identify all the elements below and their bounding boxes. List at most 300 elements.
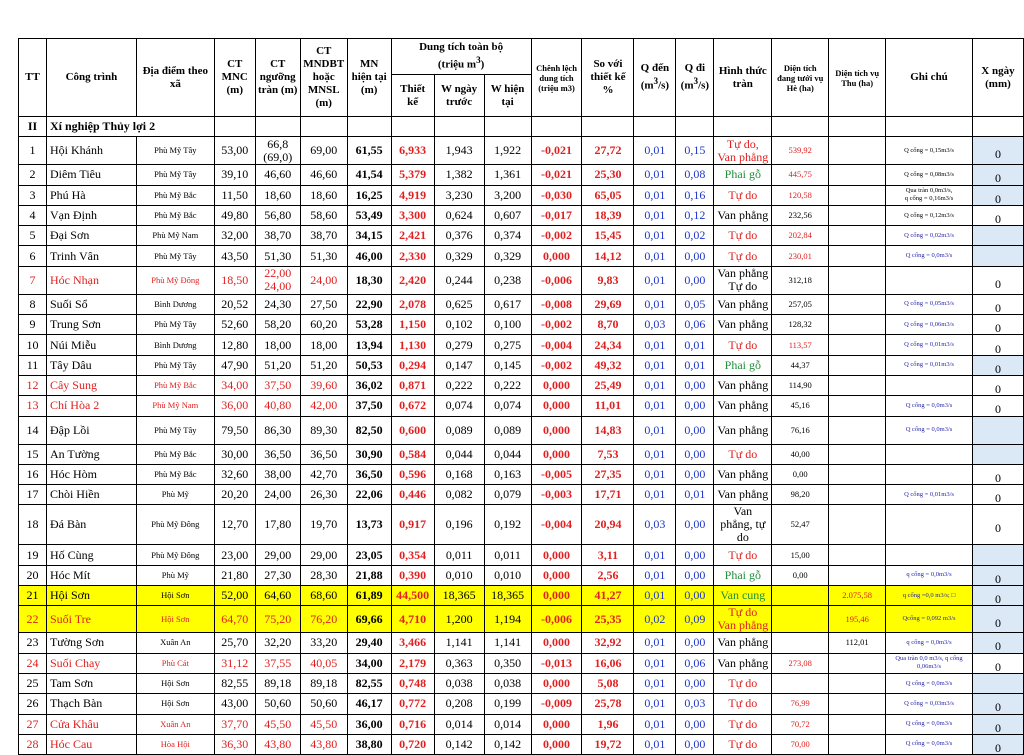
cell-ct-nguong-tran: 18,00 xyxy=(255,335,300,355)
cell-ct-mnc: 12,70 xyxy=(214,505,255,545)
cell-ct-nguong-tran: 51,20 xyxy=(255,355,300,375)
header-dung-tich-sup: 3 xyxy=(476,55,481,66)
cell-mn-hien-tai: 37,50 xyxy=(347,396,391,416)
cell-dien-tich-thu xyxy=(829,246,886,266)
cell-so-voi: 1,96 xyxy=(582,714,634,734)
section-tt: II xyxy=(19,117,47,137)
cell-ghi-chu: Q cống = 0,02m3/s xyxy=(886,226,973,246)
cell-dien-tich-thu xyxy=(829,464,886,484)
cell-dien-tich-thu xyxy=(829,714,886,734)
cell-thiet-ke: 0,672 xyxy=(391,396,434,416)
cell-name: Diêm Tiêu xyxy=(46,165,136,185)
cell-ct-mnc: 31,12 xyxy=(214,653,255,673)
cell-tt: 18 xyxy=(19,505,47,545)
cell-ct-mndbt: 51,30 xyxy=(300,246,347,266)
cell-x-ngay xyxy=(972,653,1023,673)
header-x-ngay: X ngày (mm) xyxy=(972,39,1023,117)
cell-hinh-thuc-tran: Phai gỗ xyxy=(714,565,772,585)
cell-ghi-chu: Q cống = 0,08m3/s xyxy=(886,165,973,185)
cell-mn-hien-tai: 23,05 xyxy=(347,545,391,565)
cell-so-voi: 7,53 xyxy=(582,444,634,464)
cell-ghi-chu: Q cống = 0,01m3/s xyxy=(886,355,973,375)
cell-tt: 16 xyxy=(19,464,47,484)
cell-ct-mnc: 52,00 xyxy=(214,586,255,606)
header-dien-tich-thu: Diện tích vụ Thu (ha) xyxy=(829,39,886,117)
cell-w-ngay-truoc: 0,142 xyxy=(434,734,484,754)
cell-w-hien-tai: 0,238 xyxy=(484,266,531,294)
cell-ct-mndbt: 42,70 xyxy=(300,464,347,484)
cell-dien-tich-he: 98,20 xyxy=(772,485,829,505)
cell-ct-mndbt: 40,05 xyxy=(300,653,347,673)
reservoir-table xyxy=(18,38,1024,755)
cell-chenh-lech: 0,000 xyxy=(531,375,582,395)
cell-chenh-lech: 0,000 xyxy=(531,673,582,693)
cell-mn-hien-tai: 13,73 xyxy=(347,505,391,545)
cell-w-hien-tai: 0,145 xyxy=(484,355,531,375)
table-row xyxy=(19,335,1024,355)
cell-q-di: 0,01 xyxy=(676,485,714,505)
cell-ghi-chu: Q cống = 0,05m3/s xyxy=(886,294,973,314)
cell-dien-tich-he: 202,84 xyxy=(772,226,829,246)
cell-location: Phù Mỹ xyxy=(136,485,214,505)
cell-w-hien-tai: 0,010 xyxy=(484,565,531,585)
x-ngay-value: 0 xyxy=(994,402,1001,417)
cell-thiet-ke: 0,354 xyxy=(391,545,434,565)
cell-tt: 5 xyxy=(19,226,47,246)
cell-dien-tich-thu xyxy=(829,694,886,714)
x-ngay-value: 0 xyxy=(994,382,1001,396)
cell-location: Phù Mỹ Tây xyxy=(136,165,214,185)
cell-dien-tich-he xyxy=(772,633,829,653)
empty-cell xyxy=(772,117,829,137)
cell-so-voi: 14,12 xyxy=(582,246,634,266)
table-row xyxy=(19,355,1024,375)
cell-w-hien-tai: 3,200 xyxy=(484,185,531,205)
cell-mn-hien-tai: 34,15 xyxy=(347,226,391,246)
cell-chenh-lech: 0,000 xyxy=(531,416,582,444)
cell-x-ngay xyxy=(972,315,1023,335)
header-w-hien-tai: W hiện tại xyxy=(484,75,531,117)
cell-q-den: 0,01 xyxy=(634,673,676,693)
cell-hinh-thuc-tran: Tự do xyxy=(714,673,772,693)
cell-dien-tich-thu xyxy=(829,734,886,754)
table-row xyxy=(19,137,1024,165)
cell-dien-tich-thu xyxy=(829,355,886,375)
x-ngay-value: 0 xyxy=(994,491,1001,505)
cell-tt: 13 xyxy=(19,396,47,416)
cell-dien-tich-thu xyxy=(829,416,886,444)
cell-location: Phù Mỹ Tây xyxy=(136,246,214,266)
cell-dien-tich-he: 70,72 xyxy=(772,714,829,734)
cell-ct-mndbt: 46,60 xyxy=(300,165,347,185)
cell-hinh-thuc-tran: Phai gỗ xyxy=(714,165,772,185)
cell-tt: 12 xyxy=(19,375,47,395)
cell-so-voi: 29,69 xyxy=(582,294,634,314)
cell-w-ngay-truoc: 1,200 xyxy=(434,606,484,633)
cell-mn-hien-tai: 82,55 xyxy=(347,673,391,693)
cell-w-hien-tai: 0,089 xyxy=(484,416,531,444)
cell-ghi-chu xyxy=(886,545,973,565)
cell-tt: 25 xyxy=(19,673,47,693)
cell-q-den: 0,01 xyxy=(634,565,676,585)
cell-tt: 3 xyxy=(19,185,47,205)
cell-dien-tich-he: 257,05 xyxy=(772,294,829,314)
cell-so-voi: 8,70 xyxy=(582,315,634,335)
cell-x-ngay xyxy=(972,565,1023,585)
cell-so-voi: 27,72 xyxy=(582,137,634,165)
cell-thiet-ke: 0,871 xyxy=(391,375,434,395)
cell-w-hien-tai: 1,141 xyxy=(484,633,531,653)
cell-location: Hội Sơn xyxy=(136,694,214,714)
cell-chenh-lech: 0,000 xyxy=(531,444,582,464)
empty-cell xyxy=(214,117,255,137)
cell-dien-tich-thu xyxy=(829,375,886,395)
header-so-voi: So với thiết kế % xyxy=(582,39,634,117)
cell-hinh-thuc-tran: Van phẳng xyxy=(714,205,772,225)
cell-thiet-ke: 2,421 xyxy=(391,226,434,246)
cell-x-ngay xyxy=(972,633,1023,653)
cell-chenh-lech: -0,002 xyxy=(531,226,582,246)
table-row xyxy=(19,565,1024,585)
header-ct-mndbt: CT MNDBT hoặc MNSL (m) xyxy=(300,39,347,117)
cell-so-voi: 18,39 xyxy=(582,205,634,225)
cell-x-ngay xyxy=(972,464,1023,484)
cell-ct-mndbt: 68,60 xyxy=(300,586,347,606)
cell-hinh-thuc-tran: Tự do xyxy=(714,185,772,205)
header-dia-diem: Địa điểm theo xã xyxy=(136,39,214,117)
cell-ct-nguong-tran: 37,50 xyxy=(255,375,300,395)
cell-name: Hội Khánh xyxy=(46,137,136,165)
cell-ct-nguong-tran: 64,60 xyxy=(255,586,300,606)
cell-thiet-ke: 0,600 xyxy=(391,416,434,444)
cell-w-hien-tai: 0,011 xyxy=(484,545,531,565)
cell-ct-mnc: 11,50 xyxy=(214,185,255,205)
cell-ct-nguong-tran: 66,8 (69,0) xyxy=(255,137,300,165)
cell-thiet-ke: 4,710 xyxy=(391,606,434,633)
x-ngay-value: 0 xyxy=(994,212,1001,226)
cell-ct-nguong-tran: 24,00 xyxy=(255,485,300,505)
cell-hinh-thuc-tran: Tự do xyxy=(714,734,772,754)
header-ct-mnc: CT MNC (m) xyxy=(214,39,255,117)
cell-name: Suối Sổ xyxy=(46,294,136,314)
cell-so-voi: 19,72 xyxy=(582,734,634,754)
cell-dien-tich-he: 15,00 xyxy=(772,545,829,565)
header-cong-trinh: Công trình xyxy=(46,39,136,117)
cell-q-di: 0,06 xyxy=(676,653,714,673)
cell-name: Suối Chay xyxy=(46,653,136,673)
cell-ct-mnc: 79,50 xyxy=(214,416,255,444)
empty-cell xyxy=(714,117,772,137)
cell-name: Hố Cùng xyxy=(46,545,136,565)
cell-hinh-thuc-tran: Tự do xyxy=(714,335,772,355)
cell-ct-nguong-tran: 38,70 xyxy=(255,226,300,246)
table-row xyxy=(19,294,1024,314)
cell-q-den: 0,01 xyxy=(634,694,676,714)
cell-w-hien-tai: 1,922 xyxy=(484,137,531,165)
cell-ct-nguong-tran: 27,30 xyxy=(255,565,300,585)
cell-q-den: 0,03 xyxy=(634,315,676,335)
cell-tt: 6 xyxy=(19,246,47,266)
cell-tt: 17 xyxy=(19,485,47,505)
x-ngay-value: 0 xyxy=(994,615,1001,630)
cell-q-den: 0,01 xyxy=(634,653,676,673)
table-row xyxy=(19,165,1024,185)
cell-ghi-chu: Q cống = 0,0m3/s xyxy=(886,714,973,734)
cell-location: Phù Mỹ Nam xyxy=(136,396,214,416)
cell-q-di: 0,00 xyxy=(676,673,714,693)
cell-q-di: 0,00 xyxy=(676,464,714,484)
cell-q-den: 0,01 xyxy=(634,545,676,565)
x-ngay-value: 0 xyxy=(994,276,1001,291)
cell-location: Xuân An xyxy=(136,633,214,653)
cell-w-ngay-truoc: 0,102 xyxy=(434,315,484,335)
cell-x-ngay xyxy=(972,694,1023,714)
cell-dien-tich-thu xyxy=(829,185,886,205)
cell-name: Hội Sơn xyxy=(46,586,136,606)
cell-tt: 7 xyxy=(19,266,47,294)
cell-so-voi: 3,11 xyxy=(582,545,634,565)
table-row xyxy=(19,653,1024,673)
cell-location: Phù Mỹ Bắc xyxy=(136,375,214,395)
cell-ct-mndbt: 76,20 xyxy=(300,606,347,633)
cell-dien-tich-he: 232,56 xyxy=(772,205,829,225)
cell-ct-mndbt: 89,18 xyxy=(300,673,347,693)
cell-dien-tich-he: 113,57 xyxy=(772,335,829,355)
cell-x-ngay xyxy=(972,396,1023,416)
header-thiet-ke: Thiết kế xyxy=(391,75,434,117)
empty-cell xyxy=(829,117,886,137)
cell-w-hien-tai: 18,365 xyxy=(484,586,531,606)
cell-thiet-ke: 1,130 xyxy=(391,335,434,355)
cell-thiet-ke: 1,150 xyxy=(391,315,434,335)
x-ngay-value: 0 xyxy=(994,659,1001,674)
cell-tt: 27 xyxy=(19,714,47,734)
cell-name: Đại Sơn xyxy=(46,226,136,246)
cell-w-ngay-truoc: 0,014 xyxy=(434,714,484,734)
header-q-di-close: /s) xyxy=(698,79,710,92)
cell-x-ngay xyxy=(972,734,1023,754)
cell-ct-mndbt: 19,70 xyxy=(300,505,347,545)
cell-ct-nguong-tran: 86,30 xyxy=(255,416,300,444)
empty-cell xyxy=(391,117,434,137)
cell-q-den: 0,01 xyxy=(634,375,676,395)
cell-tt: 22 xyxy=(19,606,47,633)
cell-x-ngay xyxy=(972,185,1023,205)
cell-tt: 14 xyxy=(19,416,47,444)
cell-x-ngay xyxy=(972,246,1023,266)
cell-location: Phù Mỹ Bắc xyxy=(136,444,214,464)
cell-w-hien-tai: 1,361 xyxy=(484,165,531,185)
cell-q-di: 0,03 xyxy=(676,694,714,714)
cell-w-ngay-truoc: 0,244 xyxy=(434,266,484,294)
cell-name: Cửa Khâu xyxy=(46,714,136,734)
cell-ghi-chu: Q cống = 0,0m3/s xyxy=(886,673,973,693)
cell-location: Phù Mỹ Đông xyxy=(136,266,214,294)
cell-ghi-chu: Q cống = 0,0m3/s xyxy=(886,246,973,266)
table-row xyxy=(19,545,1024,565)
cell-x-ngay xyxy=(972,205,1023,225)
cell-ct-mndbt: 18,00 xyxy=(300,335,347,355)
cell-tt: 19 xyxy=(19,545,47,565)
cell-w-ngay-truoc: 0,376 xyxy=(434,226,484,246)
cell-so-voi: 16,06 xyxy=(582,653,634,673)
cell-ct-mnc: 64,70 xyxy=(214,606,255,633)
cell-w-ngay-truoc: 1,141 xyxy=(434,633,484,653)
cell-x-ngay xyxy=(972,266,1023,294)
cell-tt: 21 xyxy=(19,586,47,606)
cell-chenh-lech: 0,000 xyxy=(531,545,582,565)
cell-w-hien-tai: 0,038 xyxy=(484,673,531,693)
cell-name: Thạch Bàn xyxy=(46,694,136,714)
cell-location: Bình Dương xyxy=(136,335,214,355)
header-chenh-lech: Chênh lệch dung tích (triệu m3) xyxy=(531,39,582,117)
cell-dien-tich-he xyxy=(772,586,829,606)
header-tt: TT xyxy=(19,39,47,117)
cell-dien-tich-he: 76,16 xyxy=(772,416,829,444)
cell-ct-mnc: 49,80 xyxy=(214,205,255,225)
cell-so-voi: 14,83 xyxy=(582,416,634,444)
cell-ct-mnc: 82,55 xyxy=(214,673,255,693)
cell-name: Chòi Hiền xyxy=(46,485,136,505)
x-ngay-value: 0 xyxy=(994,171,1001,186)
cell-q-den: 0,03 xyxy=(634,505,676,545)
cell-q-di: 0,01 xyxy=(676,355,714,375)
cell-ct-nguong-tran: 51,30 xyxy=(255,246,300,266)
cell-tt: 23 xyxy=(19,633,47,653)
cell-chenh-lech: -0,021 xyxy=(531,137,582,165)
cell-q-di: 0,00 xyxy=(676,266,714,294)
cell-w-hien-tai: 1,194 xyxy=(484,606,531,633)
cell-ct-mnc: 32,60 xyxy=(214,464,255,484)
cell-x-ngay xyxy=(972,505,1023,545)
cell-hinh-thuc-tran: Van phẳng xyxy=(714,396,772,416)
cell-chenh-lech: 0,000 xyxy=(531,714,582,734)
cell-ct-mndbt: 39,60 xyxy=(300,375,347,395)
x-ngay-value: 0 xyxy=(994,571,1001,586)
cell-location: Hội Sơn xyxy=(136,606,214,633)
cell-thiet-ke: 0,748 xyxy=(391,673,434,693)
cell-location: Hội Sơn xyxy=(136,586,214,606)
cell-dien-tich-he: 114,90 xyxy=(772,375,829,395)
table-row xyxy=(19,606,1024,633)
cell-dien-tich-he: 40,00 xyxy=(772,444,829,464)
table-row xyxy=(19,266,1024,294)
cell-ct-mndbt: 29,00 xyxy=(300,545,347,565)
cell-hinh-thuc-tran: Van phẳng xyxy=(714,485,772,505)
cell-dien-tich-thu: 195,46 xyxy=(829,606,886,633)
cell-ghi-chu: Q cống = 0,12m3/s xyxy=(886,205,973,225)
cell-ghi-chu: Q cống = 0,15m3/s xyxy=(886,137,973,165)
cell-thiet-ke: 5,379 xyxy=(391,165,434,185)
cell-tt: 28 xyxy=(19,734,47,754)
cell-ct-nguong-tran: 29,00 xyxy=(255,545,300,565)
cell-ghi-chu: Q cống = 0,06m3/s xyxy=(886,315,973,335)
table-row xyxy=(19,246,1024,266)
cell-name: Trinh Vân xyxy=(46,246,136,266)
cell-mn-hien-tai: 29,40 xyxy=(347,633,391,653)
cell-w-hien-tai: 0,607 xyxy=(484,205,531,225)
cell-w-hien-tai: 0,329 xyxy=(484,246,531,266)
cell-q-di: 0,02 xyxy=(676,226,714,246)
cell-w-ngay-truoc: 0,222 xyxy=(434,375,484,395)
cell-thiet-ke: 2,078 xyxy=(391,294,434,314)
cell-ct-mnc: 18,50 xyxy=(214,266,255,294)
cell-so-voi: 17,71 xyxy=(582,485,634,505)
cell-so-voi: 5,08 xyxy=(582,673,634,693)
cell-chenh-lech: 0,000 xyxy=(531,633,582,653)
cell-ct-mnc: 23,00 xyxy=(214,545,255,565)
cell-ct-nguong-tran: 43,80 xyxy=(255,734,300,754)
cell-q-den: 0,01 xyxy=(634,205,676,225)
cell-ghi-chu xyxy=(886,464,973,484)
cell-x-ngay xyxy=(972,375,1023,395)
cell-ct-mndbt: 60,20 xyxy=(300,315,347,335)
cell-w-ngay-truoc: 0,363 xyxy=(434,653,484,673)
cell-ct-mnc: 36,00 xyxy=(214,396,255,416)
empty-cell xyxy=(300,117,347,137)
cell-ct-nguong-tran: 36,50 xyxy=(255,444,300,464)
cell-ct-nguong-tran: 89,18 xyxy=(255,673,300,693)
cell-chenh-lech: -0,009 xyxy=(531,694,582,714)
cell-thiet-ke: 2,420 xyxy=(391,266,434,294)
cell-ct-nguong-tran: 32,20 xyxy=(255,633,300,653)
cell-w-hien-tai: 0,350 xyxy=(484,653,531,673)
cell-x-ngay xyxy=(972,416,1023,444)
cell-ct-mndbt: 28,30 xyxy=(300,565,347,585)
cell-name: Hóc Cau xyxy=(46,734,136,754)
cell-dien-tich-thu xyxy=(829,294,886,314)
cell-ct-mnc: 34,00 xyxy=(214,375,255,395)
cell-hinh-thuc-tran: Van phẳng xyxy=(714,375,772,395)
table-row xyxy=(19,485,1024,505)
cell-dien-tich-thu xyxy=(829,653,886,673)
cell-location: Phù Cát xyxy=(136,653,214,673)
cell-ct-mndbt: 38,70 xyxy=(300,226,347,246)
cell-ct-mndbt: 36,50 xyxy=(300,444,347,464)
cell-ghi-chu xyxy=(886,266,973,294)
cell-dien-tich-he xyxy=(772,606,829,633)
cell-hinh-thuc-tran: Van phẳng, tự do xyxy=(714,505,772,545)
cell-ct-mndbt: 24,00 xyxy=(300,266,347,294)
cell-thiet-ke: 6,933 xyxy=(391,137,434,165)
cell-mn-hien-tai: 36,50 xyxy=(347,464,391,484)
cell-w-ngay-truoc: 0,074 xyxy=(434,396,484,416)
cell-w-ngay-truoc: 0,624 xyxy=(434,205,484,225)
cell-dien-tich-he: 0,00 xyxy=(772,565,829,585)
cell-tt: 20 xyxy=(19,565,47,585)
cell-ghi-chu: q cống = 0,0m3/s xyxy=(886,633,973,653)
cell-ct-nguong-tran: 38,00 xyxy=(255,464,300,484)
cell-q-di: 0,00 xyxy=(676,586,714,606)
cell-location: Phù Mỹ Nam xyxy=(136,226,214,246)
cell-ct-nguong-tran: 22,00 24,00 xyxy=(255,266,300,294)
cell-x-ngay xyxy=(972,673,1023,693)
cell-mn-hien-tai: 18,30 xyxy=(347,266,391,294)
cell-dien-tich-he: 445,75 xyxy=(772,165,829,185)
cell-ct-mnc: 53,00 xyxy=(214,137,255,165)
cell-hinh-thuc-tran: Tự do xyxy=(714,694,772,714)
cell-so-voi: 20,94 xyxy=(582,505,634,545)
table-row xyxy=(19,734,1024,754)
x-ngay-value: 0 xyxy=(994,521,1001,536)
cell-location: Phù Mỹ xyxy=(136,565,214,585)
cell-mn-hien-tai: 22,90 xyxy=(347,294,391,314)
cell-location: Phù Mỹ Đông xyxy=(136,505,214,545)
cell-name: Núi Miễu xyxy=(46,335,136,355)
cell-q-den: 0,01 xyxy=(634,226,676,246)
table-row xyxy=(19,714,1024,734)
empty-cell xyxy=(972,117,1023,137)
